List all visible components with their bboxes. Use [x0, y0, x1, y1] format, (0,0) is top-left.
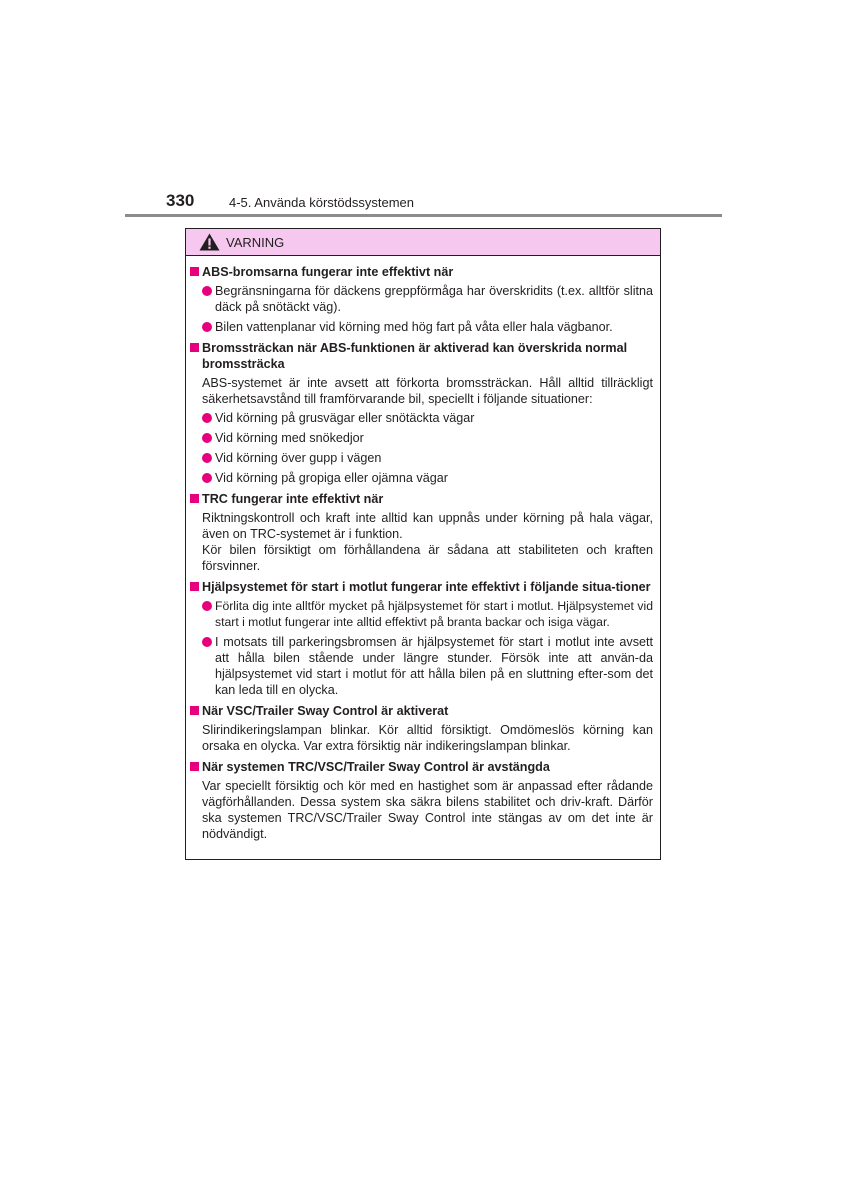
square-bullet-icon — [190, 706, 199, 715]
section-title — [190, 579, 653, 595]
list-item — [202, 430, 653, 446]
round-bullet-icon — [202, 637, 212, 647]
warning-section — [190, 759, 653, 842]
warning-section — [190, 264, 653, 335]
list-item — [202, 598, 653, 630]
list-item-text: Vid körning över gupp i vägen — [215, 451, 382, 465]
warning-box — [185, 228, 661, 860]
list-item — [202, 410, 653, 426]
section-paragraph: ABS-systemet är inte avsett att förkorta bromssträckan. Håll alltid tillräckligt säkerhetsavstånd till framförvarande bil, speciellt i följande situationer: — [202, 376, 653, 406]
list-item-text: Vid körning med snökedjor — [215, 431, 364, 445]
list-item-text: Begränsningarna för däckens greppförmåga har överskridits (t.ex. alltför slitna däck på snötäckt väg). — [215, 284, 653, 314]
list-item — [202, 319, 653, 335]
round-bullet-icon — [202, 433, 212, 443]
list-item-text: Vid körning på gropiga eller ojämna vägar — [215, 471, 448, 485]
warning-section — [190, 579, 653, 698]
page-number: 330 — [166, 191, 195, 210]
warning-header — [186, 229, 660, 256]
section-title-text: TRC fungerar inte effektivt när — [202, 492, 384, 506]
round-bullet-icon — [202, 453, 212, 463]
square-bullet-icon — [190, 762, 199, 771]
warning-label: VARNING — [226, 234, 285, 250]
round-bullet-icon — [202, 322, 212, 332]
section-title — [190, 340, 653, 372]
section-title-text: ABS-bromsarna fungerar inte effektivt när — [202, 265, 454, 279]
warning-section — [190, 703, 653, 754]
section-paragraph: Slirindikeringslampan blinkar. Kör alltid försiktigt. Omdömeslös körning kan orsaka en olycka. Var extra försiktig när indikeringslampan blinkar. — [202, 723, 653, 753]
chapter-title: 4-5. Använda körstödssystemen — [229, 195, 414, 210]
warning-section — [190, 491, 653, 574]
section-title-text: När systemen TRC/VSC/Trailer Sway Control är avstängda — [202, 760, 550, 774]
list-item — [202, 470, 653, 486]
list-item — [202, 450, 653, 466]
round-bullet-icon — [202, 601, 212, 611]
section-title-text: När VSC/Trailer Sway Control är aktiverat — [202, 704, 449, 718]
section-paragraph: Kör bilen försiktigt om förhållandena är sådana att stabiliteten och kraften försvinner. — [202, 543, 653, 573]
section-title — [190, 491, 653, 507]
square-bullet-icon — [190, 582, 199, 591]
list-item-text: Förlita dig inte alltför mycket på hjälpsystemet för start i motlut. Hjälpsystemet vid start i motlut fungerar inte alltid effektivt på branta backar och isiga vägar. — [215, 599, 653, 629]
section-paragraph: Var speciellt försiktig och kör med en hastighet som är anpassad efter rådande vägförhållanden. Dessa system ska säkra bilens stabilitet och driv-kraft. Därför ska systemen TRC/VSC/Trailer Sway Control inte stängas av om det inte är nödvändigt. — [202, 779, 653, 841]
square-bullet-icon — [190, 267, 199, 276]
round-bullet-icon — [202, 286, 212, 296]
list-item — [202, 283, 653, 315]
warning-section — [190, 340, 653, 486]
list-item — [202, 634, 653, 698]
section-title — [190, 264, 653, 280]
warning-body — [186, 256, 660, 842]
section-title-text: Hjälpsystemet för start i motlut fungerar inte effektivt i följande situa-tioner — [202, 580, 651, 594]
square-bullet-icon — [190, 343, 199, 352]
list-item-text: Bilen vattenplanar vid körning med hög fart på våta eller hala vägbanor. — [215, 320, 613, 334]
section-title — [190, 759, 653, 775]
warning-triangle-icon — [199, 233, 220, 251]
round-bullet-icon — [202, 413, 212, 423]
round-bullet-icon — [202, 473, 212, 483]
square-bullet-icon — [190, 494, 199, 503]
section-title-text: Bromssträckan när ABS-funktionen är aktiverad kan överskrida normal bromssträcka — [202, 341, 628, 371]
list-item-text: I motsats till parkeringsbromsen är hjälpsystemet för start i motlut inte avsett att hålla bilen stående under längre stunder. Försök inte att använ-da hjälpsystemet vid start i motlut för att hålla bilen på en sluttning efter-som det kan leda till en olycka. — [215, 635, 653, 697]
list-item-text: Vid körning på grusvägar eller snötäckta vägar — [215, 411, 475, 425]
section-paragraph: Riktningskontroll och kraft inte alltid kan uppnås under körning på hala vägar, även on TRC-systemet är i funktion. — [202, 511, 653, 541]
section-title — [190, 703, 653, 719]
header-divider — [125, 214, 722, 217]
